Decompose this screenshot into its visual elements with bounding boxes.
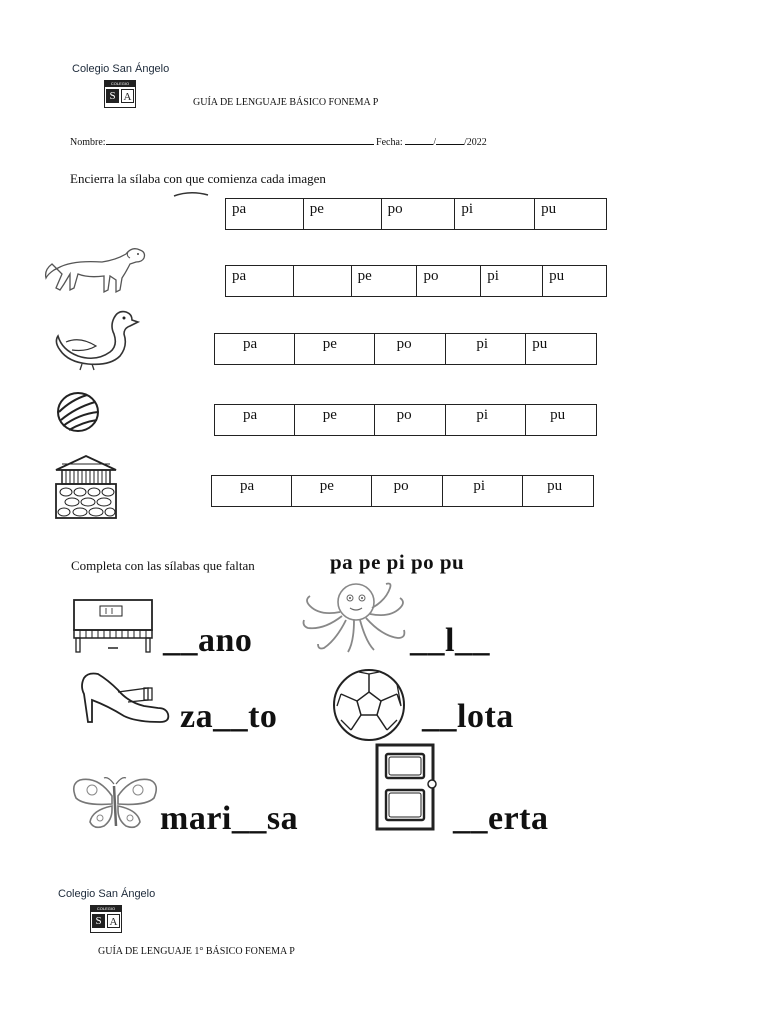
soccer-ball-icon — [331, 668, 407, 742]
footer-title: GUÍA DE LENGUAJE 1° BÁSICO FONEMA P — [98, 946, 295, 957]
footer-school-name: Colegio San Ángelo — [58, 888, 156, 900]
syllable-cell[interactable]: pu — [535, 199, 607, 230]
syllable-cell[interactable]: po — [381, 199, 455, 230]
syllable-cell[interactable]: pi — [455, 199, 535, 230]
syllable-cell[interactable]: pa — [215, 405, 295, 436]
octopus-icon — [300, 580, 412, 654]
piano-icon — [72, 598, 154, 654]
syllable-cell[interactable]: pa — [215, 334, 295, 365]
lion-icon — [42, 240, 148, 298]
syllable-row-4 — [214, 404, 597, 436]
crest-letter-s: S — [92, 914, 105, 928]
word-door[interactable]: __erta — [453, 800, 549, 837]
date-year: /2022 — [463, 137, 487, 148]
name-label: Nombre: — [70, 137, 106, 148]
word-octopus[interactable]: __l__ — [410, 622, 490, 659]
school-crest-icon — [104, 80, 136, 108]
syllable-cell[interactable]: pe — [303, 199, 381, 230]
syllable-cell[interactable]: pa — [212, 476, 292, 507]
syllable-cell[interactable]: po — [417, 266, 481, 297]
name-date-line: Nombre: Fecha: / /2022 — [70, 137, 487, 148]
syllable-cell[interactable]: pe — [291, 476, 371, 507]
word-soccer-ball[interactable]: __lota — [422, 698, 514, 735]
syllable-row-5 — [211, 475, 594, 507]
syllable-cell[interactable]: pu — [526, 334, 597, 365]
syllable-cell[interactable]: pu — [526, 405, 597, 436]
school-name: Colegio San Ángelo — [72, 63, 170, 75]
syllable-row-1 — [225, 198, 607, 230]
word-butterfly[interactable]: mari__sa — [160, 800, 299, 837]
syllable-cell[interactable]: pu — [523, 476, 594, 507]
syllable-cell[interactable]: pe — [294, 334, 374, 365]
syllable-cell[interactable]: pe — [294, 405, 374, 436]
date-label: Fecha: — [376, 137, 403, 148]
worksheet-title: GUÍA DE LENGUAJE BÁSICO FONEMA P — [193, 97, 379, 108]
decorative-stroke-icon — [172, 190, 212, 198]
syllable-row-2 — [225, 265, 607, 297]
crest-letter-a: A — [107, 914, 120, 928]
door-icon — [374, 742, 442, 832]
date-day-field[interactable] — [405, 135, 433, 145]
syllable-row-3 — [214, 333, 597, 365]
well-icon — [52, 454, 120, 520]
syllable-cell[interactable]: pi — [446, 334, 526, 365]
footer-school-crest-icon — [90, 905, 122, 933]
syllable-cell[interactable]: pa — [226, 199, 304, 230]
crest-letter-a: A — [121, 89, 134, 103]
exercise1-instruction: Encierra la sílaba con que comienza cada imagen — [70, 171, 326, 186]
syllable-cell[interactable]: po — [374, 334, 446, 365]
crest-top-text: COLEGIO — [91, 906, 121, 912]
butterfly-icon — [70, 774, 160, 832]
ball-icon — [55, 390, 101, 434]
crest-top-text: COLEGIO — [105, 81, 135, 87]
syllable-cell[interactable]: po — [374, 405, 446, 436]
syllable-cell[interactable]: pi — [443, 476, 523, 507]
syllable-cell[interactable]: pe — [351, 266, 417, 297]
shoe-icon — [78, 670, 172, 724]
crest-letter-s: S — [106, 89, 119, 103]
syllable-cell-empty[interactable] — [293, 266, 351, 297]
word-shoe[interactable]: za__to — [180, 698, 278, 735]
syllable-cell[interactable]: pa — [226, 266, 294, 297]
syllable-cell[interactable]: pu — [543, 266, 607, 297]
syllable-cell[interactable]: po — [371, 476, 443, 507]
syllable-list: pa pe pi po pu — [330, 550, 465, 574]
word-piano[interactable]: __ano — [163, 622, 253, 659]
syllable-cell[interactable]: pi — [481, 266, 543, 297]
date-month-field[interactable] — [436, 135, 464, 145]
name-field[interactable] — [106, 135, 374, 145]
exercise2-instruction: Completa con las sílabas que faltan — [71, 558, 255, 573]
duck-icon — [52, 306, 138, 372]
syllable-cell[interactable]: pi — [446, 405, 526, 436]
